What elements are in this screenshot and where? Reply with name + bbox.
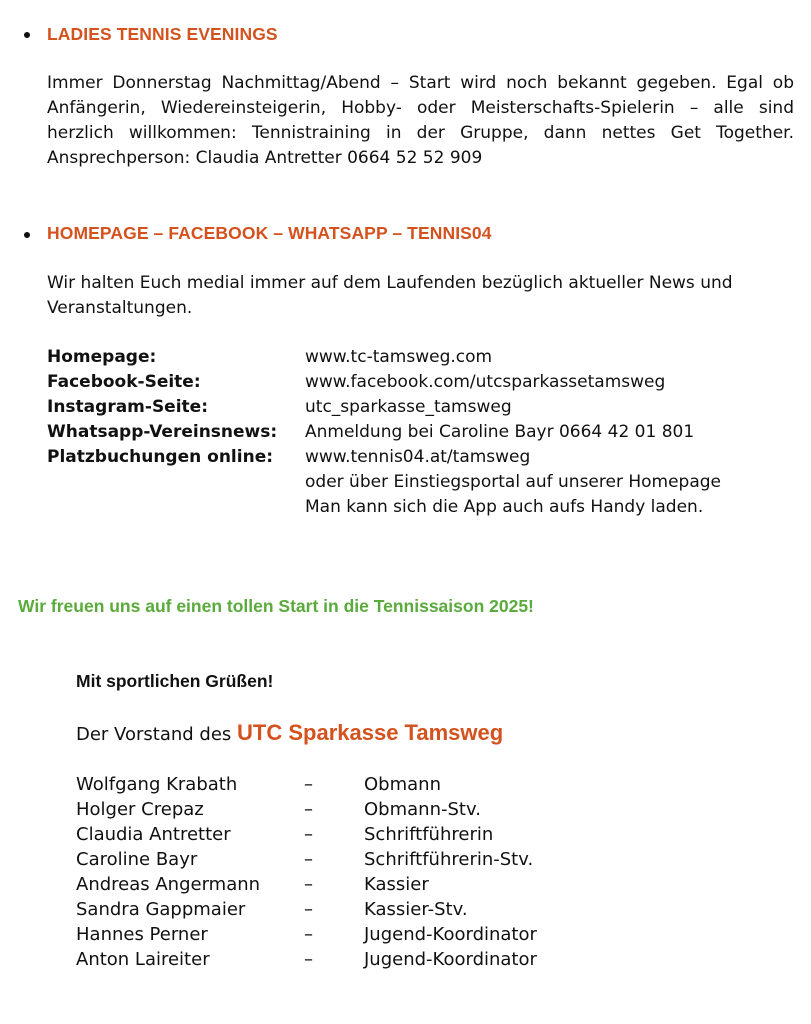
board-member-name: Caroline Bayr	[76, 849, 198, 870]
board-member-role: Obmann-Stv.	[364, 799, 481, 820]
label-homepage: Homepage:	[47, 347, 157, 367]
bullet-icon	[24, 232, 30, 238]
value-whatsapp: Anmeldung bei Caroline Bayr 0664 42 01 801	[305, 422, 695, 442]
value-facebook-link[interactable]: www.facebook.com/utcsparkassetamsweg	[305, 372, 666, 392]
board-member-role: Schriftführerin-Stv.	[364, 849, 534, 870]
board-dash: –	[304, 874, 313, 895]
board-member-role: Kassier-Stv.	[364, 899, 468, 920]
board-member-name: Wolfgang Krabath	[76, 774, 238, 795]
club-name: UTC Sparkasse Tamsweg	[237, 720, 504, 745]
board-dash: –	[304, 899, 313, 920]
label-court-booking: Platzbuchungen online:	[47, 447, 274, 467]
section-heading-media: HOMEPAGE – FACEBOOK – WHATSAPP – TENNIS04	[47, 223, 492, 243]
value-homepage-link[interactable]: www.tc-tamsweg.com	[305, 347, 493, 367]
board-member-name: Hannes Perner	[76, 924, 208, 945]
board-member-name: Sandra Gappmaier	[76, 899, 246, 920]
season-start-line: Wir freuen uns auf einen tollen Start in die Tennissaison 2025!	[18, 596, 534, 616]
board-member-name: Anton Laireiter	[76, 949, 210, 970]
board-dash: –	[304, 924, 313, 945]
board-member-role: Jugend-Koordinator	[364, 949, 537, 970]
greeting: Mit sportlichen Grüßen!	[76, 671, 274, 691]
label-instagram: Instagram-Seite:	[47, 397, 208, 417]
media-intro: Wir halten Euch medial immer auf dem Laufenden bezüglich aktueller News und Veranstaltungen.	[47, 273, 733, 318]
section-heading-ladies: LADIES TENNIS EVENINGS	[47, 24, 278, 44]
board-prefix: Der Vorstand des	[76, 724, 238, 745]
board-member-role: Obmann	[364, 774, 441, 795]
court-booking-note: oder über Einstiegsportal auf unserer Homepage	[305, 472, 722, 492]
board-intro	[76, 720, 503, 747]
board-dash: –	[304, 824, 313, 845]
board-dash: –	[304, 774, 313, 795]
board-member-role: Jugend-Koordinator	[364, 924, 537, 945]
board-member-role: Schriftführerin	[364, 824, 494, 845]
label-facebook: Facebook-Seite:	[47, 372, 201, 392]
value-instagram: utc_sparkasse_tamsweg	[305, 397, 512, 417]
board-dash: –	[304, 799, 313, 820]
court-booking-app-note: Man kann sich die App auch aufs Handy laden.	[305, 497, 704, 517]
board-member-role: Kassier	[364, 874, 429, 895]
ladies-description: Immer Donnerstag Nachmittag/Abend – Start wird noch bekannt gegeben. Egal ob Anfängerin, Wiedereinsteigerin, Hobby- oder Meisterschafts-Spielerin – alle sind herzlich willkommen: Tennistraining in der Gruppe, dann nettes Get Together. Ansprechperson: Claudia Antretter 0664 52 52 909	[47, 73, 794, 168]
board-member-name: Claudia Antretter	[76, 824, 231, 845]
board-member-name: Andreas Angermann	[76, 874, 261, 895]
value-court-booking-link[interactable]: www.tennis04.at/tamsweg	[305, 447, 531, 467]
board-dash: –	[304, 949, 313, 970]
board-dash: –	[304, 849, 313, 870]
label-whatsapp: Whatsapp-Vereinsnews:	[47, 422, 278, 442]
board-member-name: Holger Crepaz	[76, 799, 204, 820]
bullet-icon	[24, 32, 30, 38]
